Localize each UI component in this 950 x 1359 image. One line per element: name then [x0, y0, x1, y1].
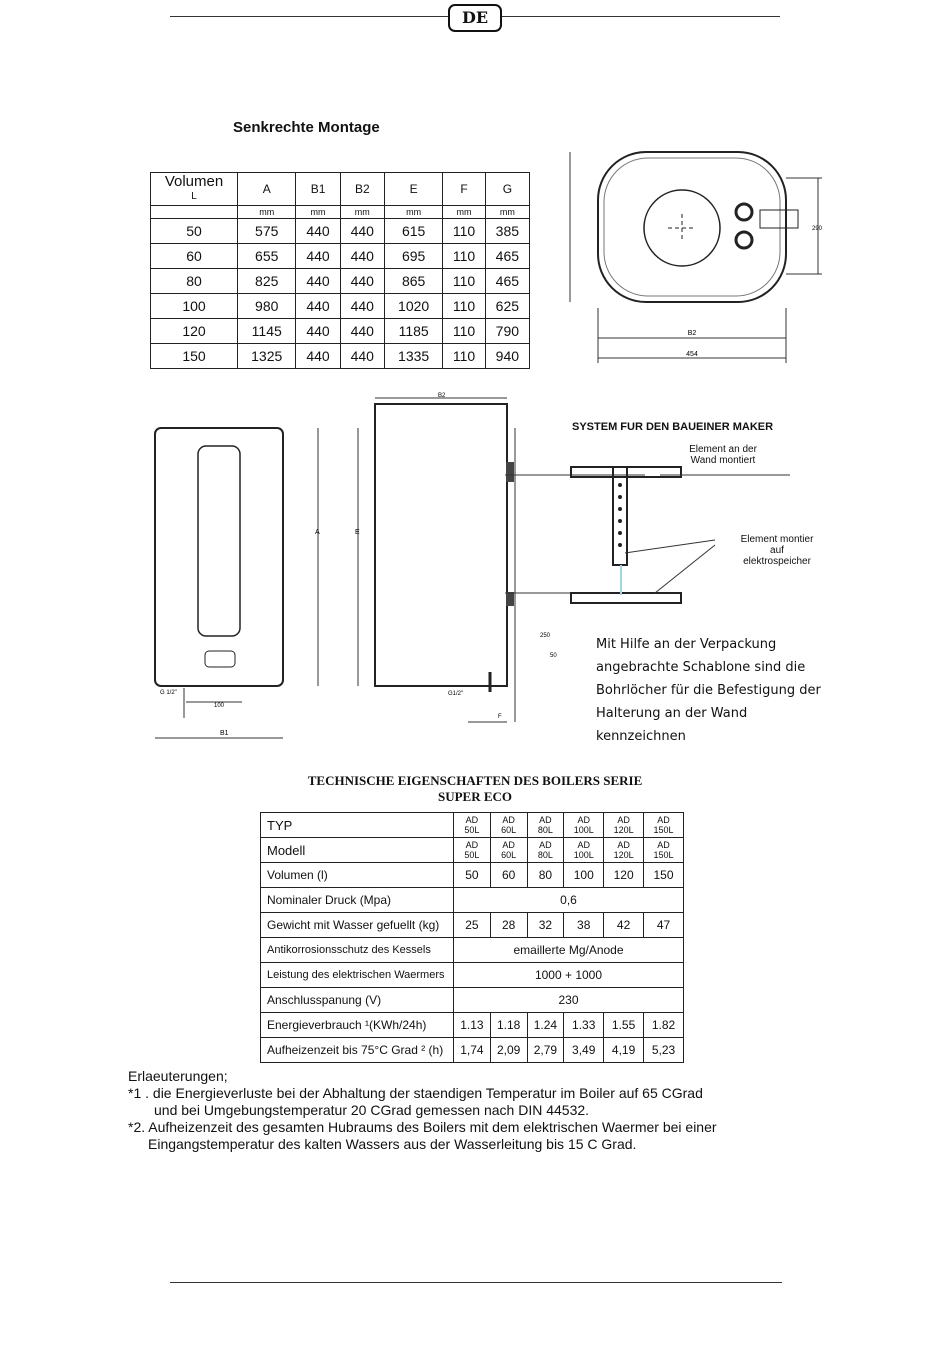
svg-text:A: A: [315, 529, 320, 536]
dimension-row: [151, 269, 530, 294]
dimension-cell: 440: [340, 244, 384, 269]
header-rule-right: [498, 16, 780, 17]
dimension-cell: 80: [151, 269, 238, 294]
dimension-cell: 110: [443, 244, 485, 269]
dimension-cell: 100: [151, 294, 238, 319]
svg-text:290: 290: [812, 226, 823, 232]
dimension-cell: 110: [443, 294, 485, 319]
dimension-cell: 615: [384, 219, 442, 244]
mount-title: SYSTEM FUR DEN BAUEINER MAKER: [572, 421, 774, 433]
dimension-table: Volumen L A B1 B2 E F G mm mm mm mm mm mm 50 575 440 440 615 110 385 60 655 440 440 695 110 465 80 825 440 440 865 110 465 100 980 440 440 1020 110 625 120 1145 440 440 1185 110 790 150 1325 440 440 1335 110 940: [150, 172, 530, 369]
dimension-cell: 1185: [384, 319, 442, 344]
header-rule-left: [170, 16, 448, 17]
dimension-cell: 110: [443, 319, 485, 344]
dimension-cell: 790: [485, 319, 529, 344]
dimension-cell: 865: [384, 269, 442, 294]
dimension-cell: 440: [340, 269, 384, 294]
dimension-cell: 440: [340, 344, 384, 369]
dimension-cell: 465: [485, 244, 529, 269]
dimension-row: [151, 219, 530, 244]
dimension-cell: 120: [151, 319, 238, 344]
dimension-cell: 60: [151, 244, 238, 269]
tech-title: TECHNISCHE EIGENSCHAFTEN DES BOILERS SERIE SUPER ECO: [307, 773, 643, 804]
dimension-cell: 440: [296, 269, 340, 294]
dimension-cell: 110: [443, 269, 485, 294]
top-view-drawing: [560, 148, 830, 373]
dimension-cell: 655: [238, 244, 296, 269]
svg-text:100: 100: [214, 703, 225, 709]
dimension-row: [151, 344, 530, 369]
dimension-row: [151, 319, 530, 344]
svg-text:E: E: [355, 529, 360, 536]
svg-text:G 1/2": G 1/2": [160, 690, 177, 696]
svg-text:250: 250: [540, 633, 551, 639]
mount-diagram: [505, 455, 795, 615]
dimension-cell: 1325: [238, 344, 296, 369]
dimension-cell: 980: [238, 294, 296, 319]
svg-text:B2: B2: [687, 330, 697, 337]
dimension-cell: 150: [151, 344, 238, 369]
svg-text:454: 454: [686, 351, 698, 358]
dimension-cell: 385: [485, 219, 529, 244]
dimension-cell: 575: [238, 219, 296, 244]
dimension-cell: 440: [296, 244, 340, 269]
tech-table: TYP AD 50L AD 60L AD 80L AD 100L AD 120L AD 150L Modell AD 50L AD 60L AD 80L AD 100L AD 120L AD 150L Volumen (l) 50 60 80 100 120 150 Nominaler Druck (Mpa) 0,6 Gewicht mit Wasser gefuellt (kg) 25 28 32 38 42 47 Antikorrosionsschutz des Kessels emaillerte Mg/Anode Leistung des elektrischen Waermers 1000 + 1000 Anschlusspanung (V) 230 Energieverbrauch ¹(KWh/24h) 1.13 1.18 1.24 1.33 1.55 1.82 Aufheizenzeit bis 75°C Grad ² (h) 1,74 2,09 2,79 3,49 4,19 5,23: [260, 812, 684, 1063]
dimension-cell: 1020: [384, 294, 442, 319]
dimension-cell: 1335: [384, 344, 442, 369]
svg-text:F: F: [498, 714, 502, 720]
dimension-cell: 110: [443, 219, 485, 244]
dimension-cell: 50: [151, 219, 238, 244]
dimension-cell: 440: [296, 344, 340, 369]
dimension-cell: 440: [296, 294, 340, 319]
dimension-cell: 465: [485, 269, 529, 294]
dimension-cell: 440: [340, 319, 384, 344]
dimension-row: [151, 244, 530, 269]
svg-text:G1/2": G1/2": [448, 691, 464, 697]
language-badge: DE: [448, 4, 502, 32]
section-title: Senkrechte Montage: [233, 119, 380, 136]
wall-element-label: Element an der Wand montiert: [689, 444, 757, 466]
dimension-cell: 1145: [238, 319, 296, 344]
dimension-cell: 440: [296, 319, 340, 344]
mount-note: Mit Hilfe an der Verpackung angebrachte Schablone sind die Bohrlöcher für die Befestigung der Halterung an der Wand kennzeichnen: [596, 637, 821, 744]
footer-rule: [170, 1282, 782, 1283]
svg-text:50: 50: [550, 653, 557, 659]
dimension-cell: 695: [384, 244, 442, 269]
heater-element-label: Element montier auf elektrospeicher: [740, 534, 814, 567]
svg-text:B1: B1: [220, 730, 229, 737]
dimension-cell: 625: [485, 294, 529, 319]
footnotes: Erlaeuterungen; *1 . die Energieverluste bei der Abhaltung der staendigen Temperatur im Boiler auf 65 CGrad und bei Umgebungstemperatur 20 CGrad gemessen nach DIN 44532. *2. Aufheizenzeit des gesamten Hubraums des Boilers mit dem elektrischen Waermer bei einer Eingangstemperatur des kalten Wassers aus der Wasserleitung bis 15 C Grad.: [128, 1068, 717, 1152]
front-side-drawing: [150, 392, 560, 747]
dimension-cell: 940: [485, 344, 529, 369]
dimension-cell: 440: [340, 219, 384, 244]
dimension-cell: 110: [443, 344, 485, 369]
dimension-cell: 440: [340, 294, 384, 319]
dimension-row: [151, 294, 530, 319]
svg-text:B2: B2: [438, 393, 446, 399]
dimension-cell: 825: [238, 269, 296, 294]
dimension-cell: 440: [296, 219, 340, 244]
